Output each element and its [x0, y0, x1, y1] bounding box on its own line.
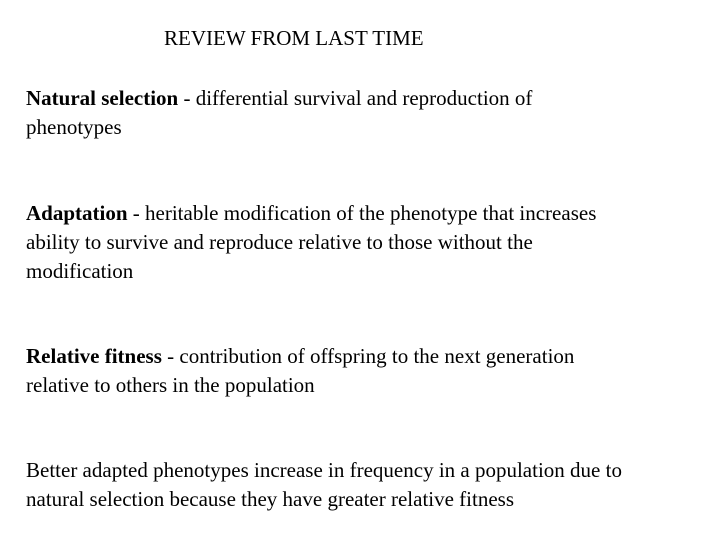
definition-line [26, 199, 716, 228]
definition-text: - contribution of offspring to the next generation [161, 344, 575, 368]
definition-line: ability to survive and reproduce relative to those without the [26, 230, 533, 254]
term-adaptation: Adaptation [26, 201, 128, 225]
definition-text: - differential survival and reproduction of [178, 86, 533, 110]
summary-statement [26, 456, 716, 514]
summary-line: Better adapted phenotypes increase in frequency in a population due to [26, 458, 622, 482]
definition-line: relative to others in the population [26, 373, 315, 397]
definition-natural-selection [26, 84, 716, 142]
definition-adaptation [26, 199, 716, 286]
slide-title: REVIEW FROM LAST TIME [164, 26, 424, 50]
term-relative-fitness: Relative fitness [26, 344, 162, 368]
definition-line [26, 84, 716, 113]
definition-relative-fitness [26, 342, 716, 400]
definition-line [26, 342, 716, 371]
term-natural-selection: Natural selection [26, 86, 179, 110]
definition-line: modification [26, 259, 134, 283]
definition-text: - heritable modification of the phenotype that increases [127, 201, 597, 225]
definition-line: phenotypes [26, 115, 122, 139]
summary-line: natural selection because they have greater relative fitness [26, 487, 515, 511]
